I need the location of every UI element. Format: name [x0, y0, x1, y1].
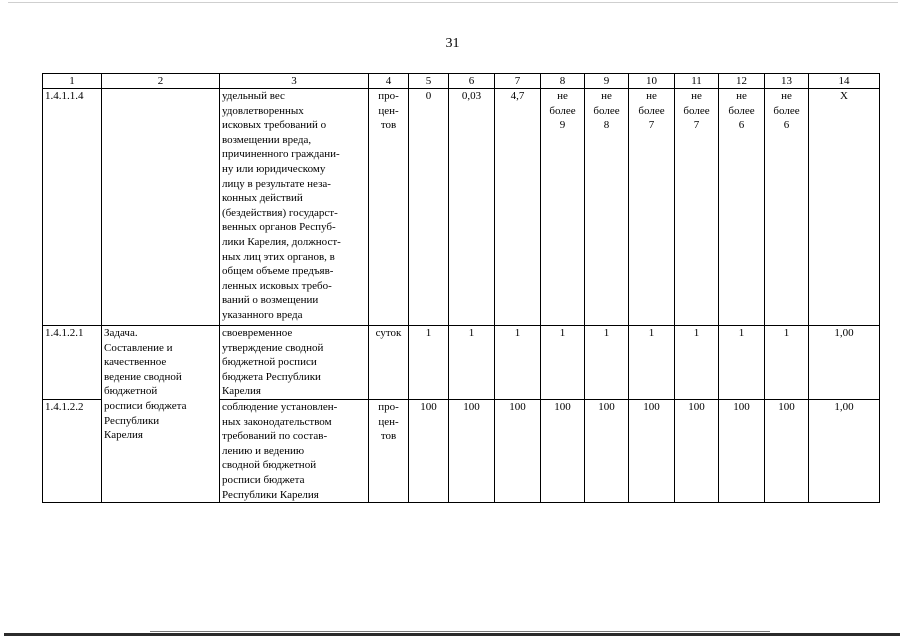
page-number: 31 — [445, 36, 460, 51]
row-unit — [369, 89, 409, 326]
text-line: Задача. — [104, 327, 138, 339]
value-cell: 1,00 — [809, 326, 880, 400]
text-line: удовлетворенных — [222, 104, 304, 117]
text-line: про- — [378, 400, 399, 413]
text-line: венных органов Респуб- — [222, 221, 336, 234]
text-line: требований по состав- — [222, 430, 328, 443]
text-line: ну или юридическому — [222, 162, 326, 175]
header-cell: 13 — [765, 74, 809, 89]
row-unit — [369, 399, 409, 502]
header-cell: 11 — [675, 74, 719, 89]
text-line: Карелия — [104, 429, 143, 442]
text-line: не — [557, 90, 568, 102]
header-cell: 6 — [449, 74, 495, 89]
text-line: росписи бюджета — [104, 399, 187, 412]
text-line: более — [773, 104, 800, 117]
value-cell: 100 — [675, 399, 719, 502]
value-cell: 100 — [585, 399, 629, 502]
text-line: (бездействия) государст- — [222, 206, 338, 219]
row-indicator — [220, 326, 369, 400]
text-line: не — [781, 90, 792, 102]
value-cell: 100 — [495, 399, 541, 502]
text-line: общем объеме предъяв- — [222, 265, 334, 278]
row-code: 1.4.1.1.4 — [43, 89, 102, 326]
text-line: 7 — [693, 119, 700, 132]
header-cell: 2 — [102, 74, 220, 89]
scan-border-bottom-thin — [150, 631, 770, 632]
value-cell — [629, 89, 675, 326]
text-line: причиненного граждани- — [222, 148, 340, 161]
text-line: 9 — [559, 119, 566, 132]
header-cell: 5 — [409, 74, 449, 89]
text-line: своевременное — [222, 327, 293, 339]
text-line: конных действий — [222, 192, 303, 205]
value-cell — [675, 89, 719, 326]
text-line: лики Карелия, должност- — [222, 235, 341, 248]
text-line: Карелия — [222, 385, 261, 398]
header-cell: 1 — [43, 74, 102, 89]
header-cell: 8 — [541, 74, 585, 89]
text-line: бюджетной — [104, 385, 158, 398]
indicators-table — [42, 73, 880, 503]
text-line: лицу в результате неза- — [222, 177, 331, 190]
text-line: тов — [380, 119, 397, 132]
text-line: не — [601, 90, 612, 102]
row-indicator — [220, 399, 369, 502]
text-line: цен- — [378, 415, 399, 428]
value-cell: 1 — [629, 326, 675, 400]
scan-border-top — [8, 2, 898, 3]
row-task — [102, 326, 220, 503]
row-task — [102, 89, 220, 326]
text-line: качественное — [104, 356, 167, 369]
text-line: бюджета Республики — [222, 370, 321, 383]
value-cell — [585, 89, 629, 326]
value-cell: 100 — [629, 399, 675, 502]
header-cell: 14 — [809, 74, 880, 89]
value-cell: 1 — [719, 326, 765, 400]
header-row — [43, 74, 880, 89]
text-line: ваний о возмещении — [222, 294, 319, 307]
text-line: бюджетной росписи — [222, 356, 317, 369]
header-cell: 4 — [369, 74, 409, 89]
value-cell — [719, 89, 765, 326]
value-cell: 4,7 — [495, 89, 541, 326]
value-cell — [765, 89, 809, 326]
text-line: про- — [378, 90, 399, 102]
value-cell — [541, 89, 585, 326]
text-line: указанного вреда — [222, 308, 303, 321]
text-line: более — [593, 104, 620, 117]
text-line: более — [549, 104, 576, 117]
text-line: сводной бюджетной — [222, 459, 317, 472]
text-line: 6 — [783, 119, 790, 132]
text-line: росписи бюджета — [222, 473, 305, 486]
value-cell: 100 — [409, 399, 449, 502]
value-cell: 1 — [409, 326, 449, 400]
text-line: тов — [380, 430, 397, 443]
text-line: возмещении вреда, — [222, 133, 312, 146]
text-line: более — [683, 104, 710, 117]
scan-border-bottom — [4, 633, 900, 636]
text-line: удельный вес — [222, 90, 285, 102]
row-code: 1.4.1.2.1 — [43, 326, 102, 400]
text-line: ленных исковых требо- — [222, 279, 332, 292]
text-line: исковых требований о — [222, 119, 327, 132]
text-line: Республики Карелия — [222, 488, 319, 501]
text-line: более — [638, 104, 665, 117]
value-cell: 0,03 — [449, 89, 495, 326]
value-cell: Х — [809, 89, 880, 326]
text-line: лению и ведению — [222, 444, 305, 457]
text-line: 7 — [648, 119, 655, 132]
value-cell: 1 — [541, 326, 585, 400]
text-line: Республики — [104, 414, 160, 427]
value-cell: 1,00 — [809, 399, 880, 502]
row-code: 1.4.1.2.2 — [43, 399, 102, 502]
header-cell: 10 — [629, 74, 675, 89]
text-line: Составление и — [104, 341, 173, 354]
text-line: утверждение сводной — [222, 341, 324, 354]
table-row — [43, 89, 880, 326]
text-line: не — [736, 90, 747, 102]
value-cell: 100 — [765, 399, 809, 502]
text-line: ведение сводной — [104, 370, 182, 383]
header-cell: 7 — [495, 74, 541, 89]
text-line: соблюдение установлен- — [222, 400, 338, 413]
row-indicator — [220, 89, 369, 326]
table-row — [43, 326, 880, 400]
text-line: не — [646, 90, 657, 102]
value-cell: 1 — [765, 326, 809, 400]
value-cell: 1 — [495, 326, 541, 400]
row-unit: суток — [369, 326, 409, 400]
text-line: 6 — [738, 119, 745, 132]
text-line: 8 — [603, 119, 610, 132]
value-cell: 0 — [409, 89, 449, 326]
header-cell: 9 — [585, 74, 629, 89]
text-line: не — [691, 90, 702, 102]
value-cell: 100 — [449, 399, 495, 502]
value-cell: 1 — [675, 326, 719, 400]
text-line: цен- — [378, 104, 399, 117]
value-cell: 1 — [449, 326, 495, 400]
value-cell: 100 — [719, 399, 765, 502]
value-cell: 1 — [585, 326, 629, 400]
header-cell: 3 — [220, 74, 369, 89]
text-line: ных законодательством — [222, 415, 332, 428]
header-cell: 12 — [719, 74, 765, 89]
text-line: более — [728, 104, 755, 117]
value-cell: 100 — [541, 399, 585, 502]
text-line: ных лиц этих органов, в — [222, 250, 335, 263]
